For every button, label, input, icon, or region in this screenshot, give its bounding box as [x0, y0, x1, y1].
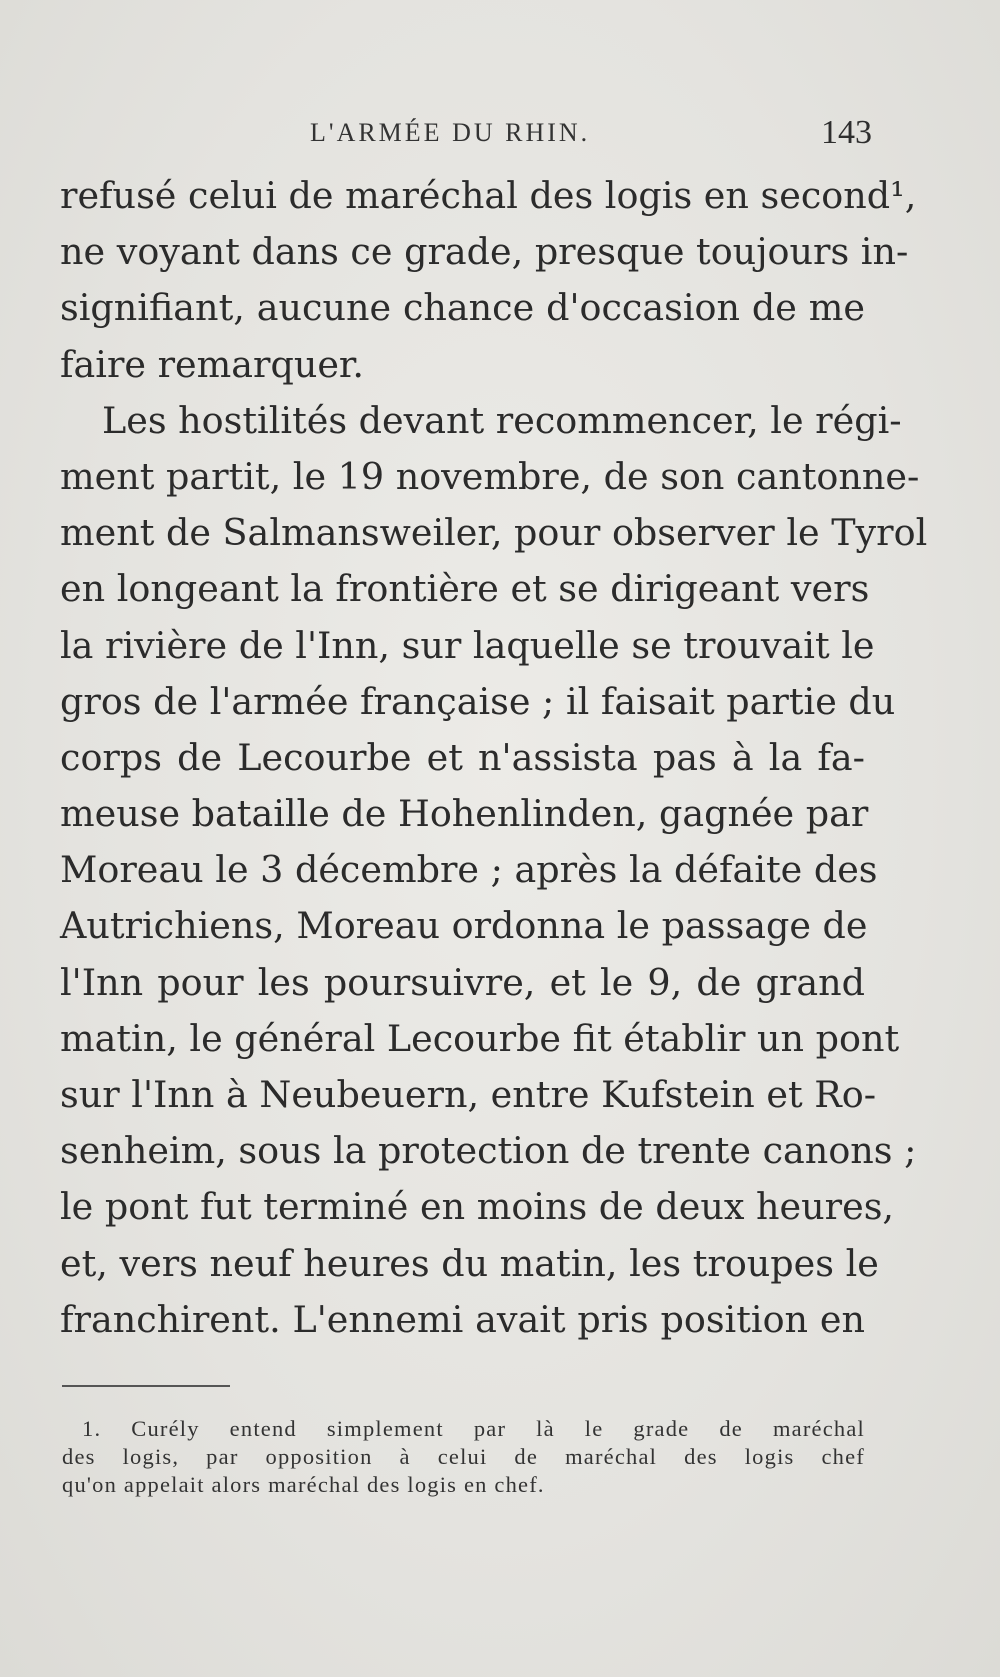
text-line: franchirent. L'ennemi avait pris position en	[60, 1297, 865, 1341]
text-line: signifiant, aucune chance d'occasion de me	[60, 286, 865, 330]
text-line: corps de Lecourbe et n'assista pas à la fa-	[60, 735, 865, 779]
text-line: l'Inn pour les poursuivre, et le 9, de grand	[60, 960, 865, 1004]
text-line: refusé celui de maréchal des logis en second¹,	[60, 174, 917, 217]
page-number: 143	[821, 114, 872, 151]
footnote	[62, 1415, 865, 1499]
text-line: ne voyant dans ce grade, presque toujours in-	[60, 230, 909, 274]
footnote-line: 1. Curély entend simplement par là le grade de maréchal	[82, 1416, 865, 1441]
text-line: ment partit, le 19 novembre, de son cantonne-	[60, 454, 920, 498]
text-line: en longeant la frontière et se dirigeant vers	[60, 567, 870, 611]
text-line: meuse bataille de Hohenlinden, gagnée par	[60, 792, 869, 836]
text-line: gros de l'armée française ; il faisait partie du	[60, 679, 896, 723]
page-header	[62, 114, 872, 158]
text-line: la rivière de l'Inn, sur laquelle se trouvait le	[60, 623, 875, 667]
footnote-divider	[62, 1385, 230, 1387]
text-line: sur l'Inn à Neubeuern, entre Kufstein et Ro-	[60, 1073, 877, 1116]
text-line: Autrichiens, Moreau ordonna le passage de	[60, 904, 868, 948]
text-line: et, vers neuf heures du matin, les troupes le	[60, 1241, 879, 1285]
text-line: Les hostilités devant recommencer, le régi-	[102, 398, 902, 442]
text-line: le pont fut terminé en moins de deux heures,	[60, 1185, 895, 1229]
text-line: senheim, sous la protection de trente canons ;	[60, 1129, 917, 1173]
text-line: matin, le général Lecourbe fit établir un pont	[60, 1016, 900, 1060]
text-line: Moreau le 3 décembre ; après la défaite des	[60, 848, 878, 892]
running-title: L'ARMÉE DU RHIN.	[310, 118, 591, 147]
text-line: ment de Salmansweiler, pour observer le Tyrol	[60, 511, 928, 555]
footnote-line: des logis, par opposition à celui de maréchal des logis chef	[62, 1444, 865, 1469]
text-line: faire remarquer.	[60, 342, 364, 386]
footnote-line: qu'on appelait alors maréchal des logis en chef.	[62, 1472, 545, 1497]
main-text	[60, 168, 928, 1348]
